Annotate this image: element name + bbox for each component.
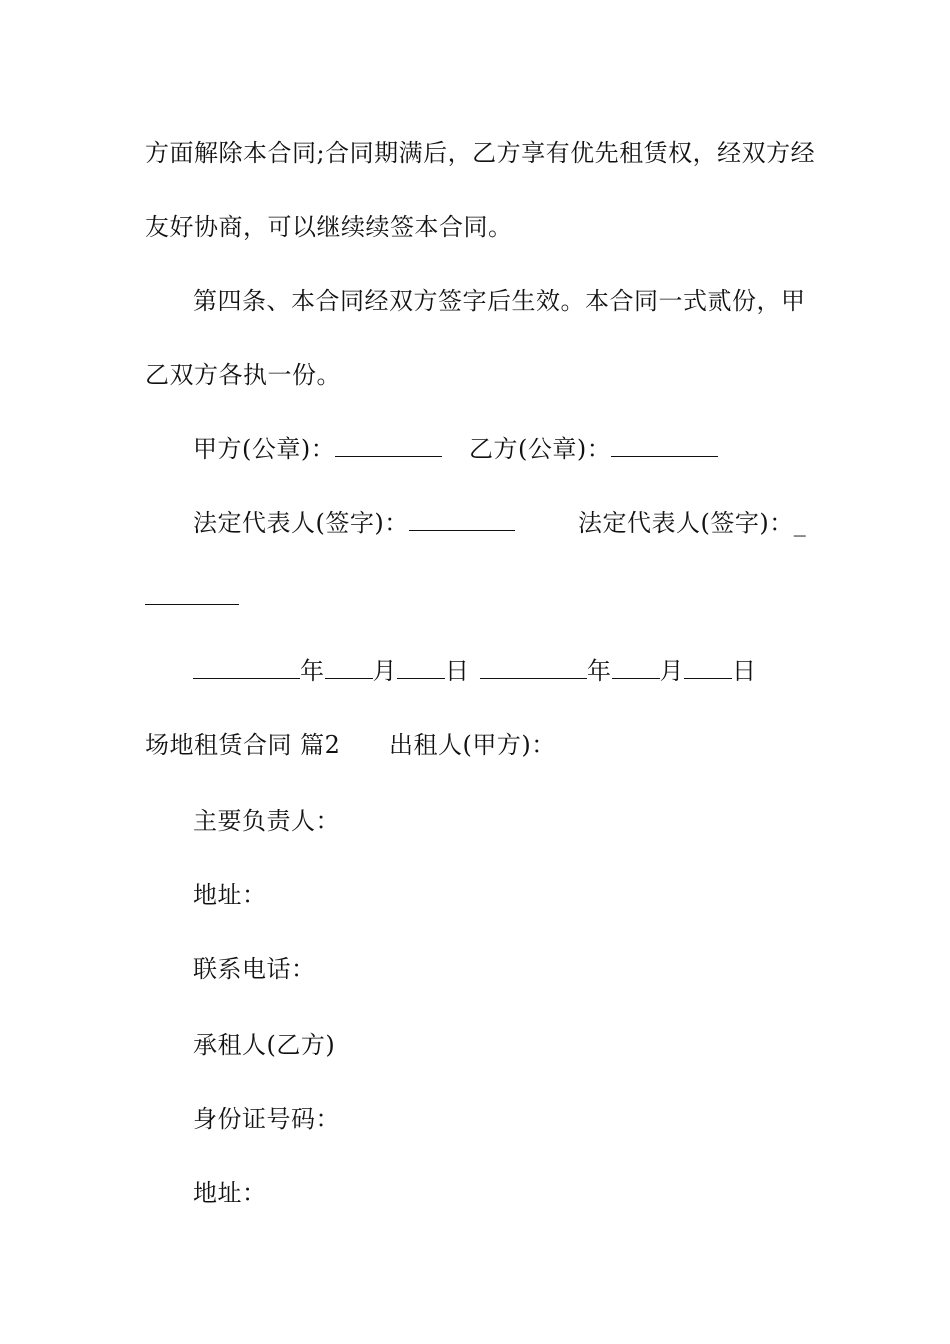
party-a-seal-blank <box>335 434 442 457</box>
rep-row-b <box>578 508 806 538</box>
rep-b-label: 法定代表人(签字)： <box>578 509 794 537</box>
day-label: 日 <box>732 657 757 685</box>
month-blank <box>612 656 660 679</box>
phone-label: 联系电话： <box>193 955 316 983</box>
year-label: 年 <box>587 657 612 685</box>
rep-b-tail: _ <box>793 509 807 537</box>
paragraph-line: 第四条、本合同经双方签字后生效。本合同一式贰份，甲 <box>193 287 806 315</box>
lessor-label: 出租人(甲方)： <box>389 731 556 759</box>
month-label: 月 <box>372 657 397 685</box>
rep-row <box>193 508 515 538</box>
year-label: 年 <box>300 657 325 685</box>
month-blank <box>325 656 373 679</box>
day-label: 日 <box>445 657 470 685</box>
party-b-seal-label: 乙方(公章)： <box>469 435 612 463</box>
day-blank <box>397 656 445 679</box>
date-row-a <box>193 656 470 686</box>
paragraph-line: 乙双方各执一份。 <box>145 361 341 389</box>
paragraph-line: 方面解除本合同;合同期满后，乙方享有优先租赁权，经双方经 <box>145 139 816 167</box>
year-blank <box>193 656 300 679</box>
seal-row <box>193 434 442 464</box>
date-row-b <box>480 656 757 686</box>
principal-label: 主要负责人： <box>193 807 340 835</box>
address-label: 地址： <box>193 881 267 909</box>
lessee-label: 承租人(乙方) <box>193 1031 336 1059</box>
day-blank <box>684 656 732 679</box>
party-a-seal-label: 甲方(公章)： <box>193 435 336 463</box>
address-label-2: 地址： <box>193 1179 267 1207</box>
seal-row-b <box>469 434 718 464</box>
id-number-label: 身份证号码： <box>193 1105 340 1133</box>
rep-a-blank <box>409 508 515 531</box>
paragraph-line: 友好协商，可以继续续签本合同。 <box>145 213 513 241</box>
rep-b-blank <box>145 582 239 605</box>
rep-a-label: 法定代表人(签字)： <box>193 509 409 537</box>
rep-b-continued <box>145 582 239 612</box>
year-blank <box>480 656 587 679</box>
party-b-seal-blank <box>611 434 718 457</box>
month-label: 月 <box>659 657 684 685</box>
section-title: 场地租赁合同 篇2 <box>145 731 341 759</box>
